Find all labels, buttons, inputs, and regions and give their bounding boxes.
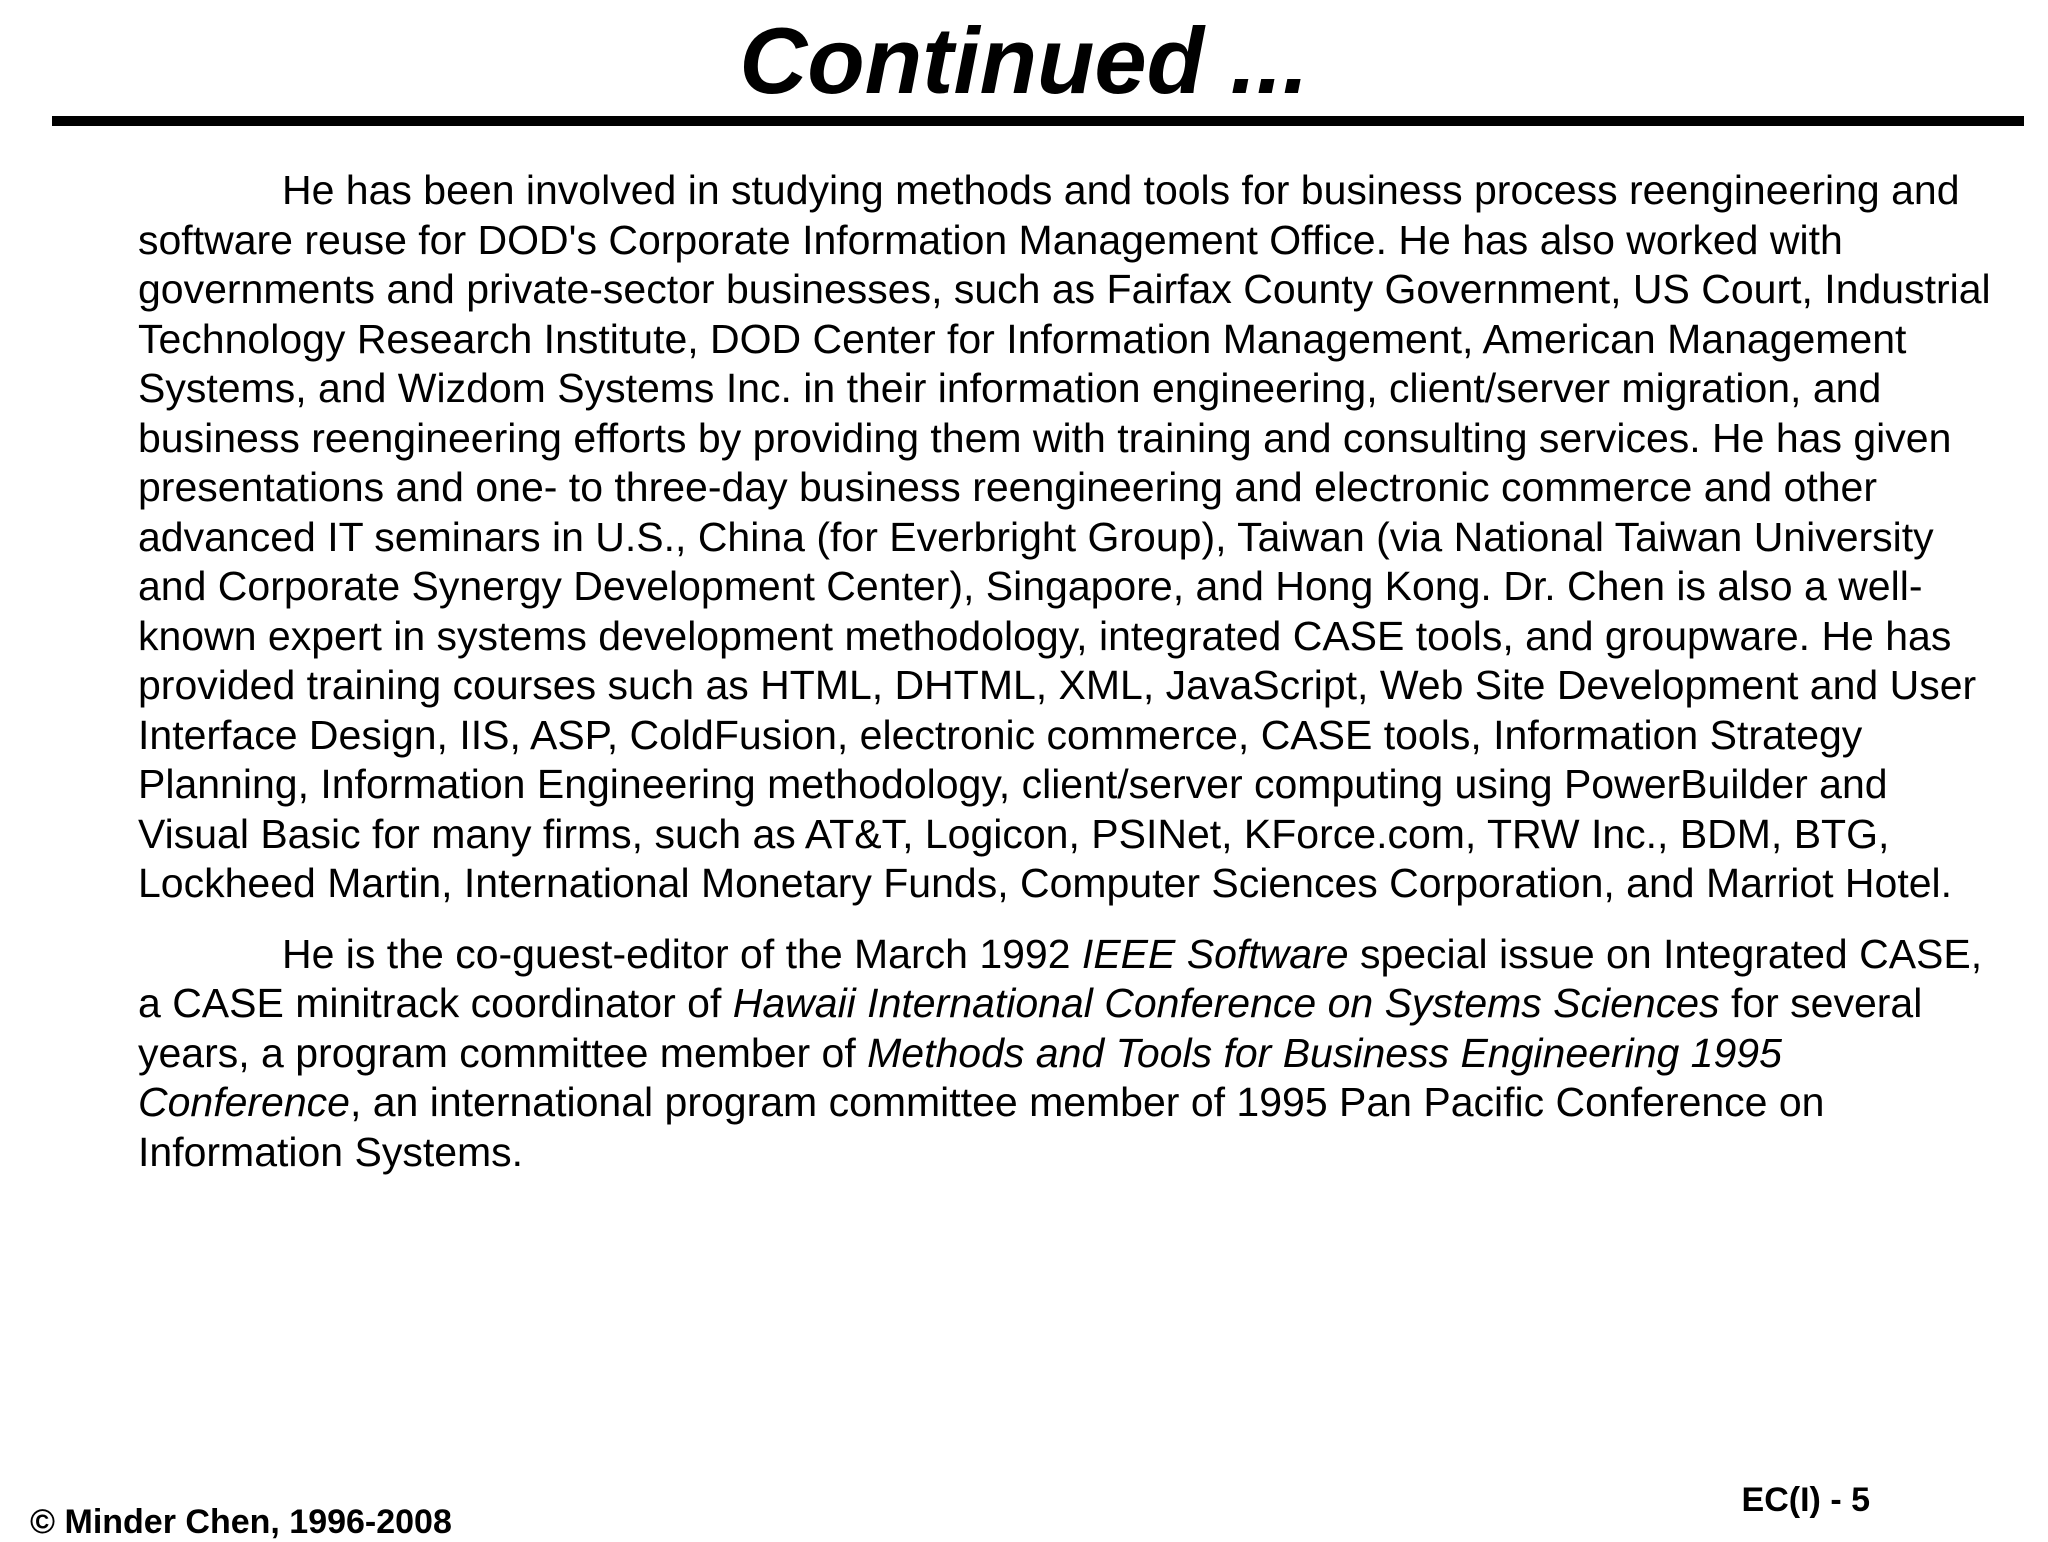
paragraph2-text-2: special issue on Integrated CASE, a CASE minitrack coordinator of xyxy=(138,930,1983,1026)
paragraph2-text-1: He is the co-guest-editor of the March 1992 xyxy=(282,930,1082,977)
page-number: EC(I) - 5 xyxy=(1741,1481,1870,1519)
copyright-notice: © Minder Chen, 1996-2008 xyxy=(30,1503,452,1541)
paragraph-bio-experience: He has been involved in studying methods and tools for business process reengineering and software reuse for DOD's Corporate Information Management Office. He has also worked with governments and private-sector businesses, such as Fairfax County Government, US Court, Industrial Technology Research Institute, DOD Center for Information Management, American Management Systems, and Wizdom Systems Inc. in their information engineering, client/server migration, and business reengineering efforts by providing them with training and consulting services. He has given presentations and one- to three-day business reengineering and electronic commerce and other advanced IT seminars in U.S., China (for Everbright Group), Taiwan (via National Taiwan University and Corporate Synergy Development Center), Singapore, and Hong Kong. Dr. Chen is also a well-known expert in systems development methodology, integrated CASE tools, and groupware. He has provided training courses such as HTML, DHTML, XML, JavaScript, Web Site Development and User Interface Design, IIS, ASP, ColdFusion, electronic commerce, CASE tools, Information Strategy Planning, Information Engineering methodology, client/server computing using PowerBuilder and Visual Basic for many firms, such as AT&T, Logicon, PSINet, KForce.com, TRW Inc., BDM, BTG, Lockheed Martin, International Monetary Funds, Computer Sciences Corporation, and Marriot Hotel. xyxy=(138,167,1991,906)
paragraph-bio-editorial xyxy=(138,930,1998,1178)
paragraph2-text-3: for several years, a program committee member of xyxy=(138,980,1923,1076)
paragraph2-text-4: , an international program committee member of 1995 Pan Pacific Conference on Information Systems. xyxy=(138,1079,1825,1175)
slide-title: Continued ... xyxy=(739,8,1309,113)
publication-methods-tools: Methods and Tools for Business Engineering 1995 Conference xyxy=(138,1029,1782,1125)
body-text xyxy=(138,166,1998,1177)
title-underline-rule xyxy=(52,116,2024,126)
publication-hicss: Hawaii International Conference on Systems Sciences xyxy=(732,980,1720,1026)
publication-ieee-software: IEEE Software xyxy=(1081,930,1349,977)
